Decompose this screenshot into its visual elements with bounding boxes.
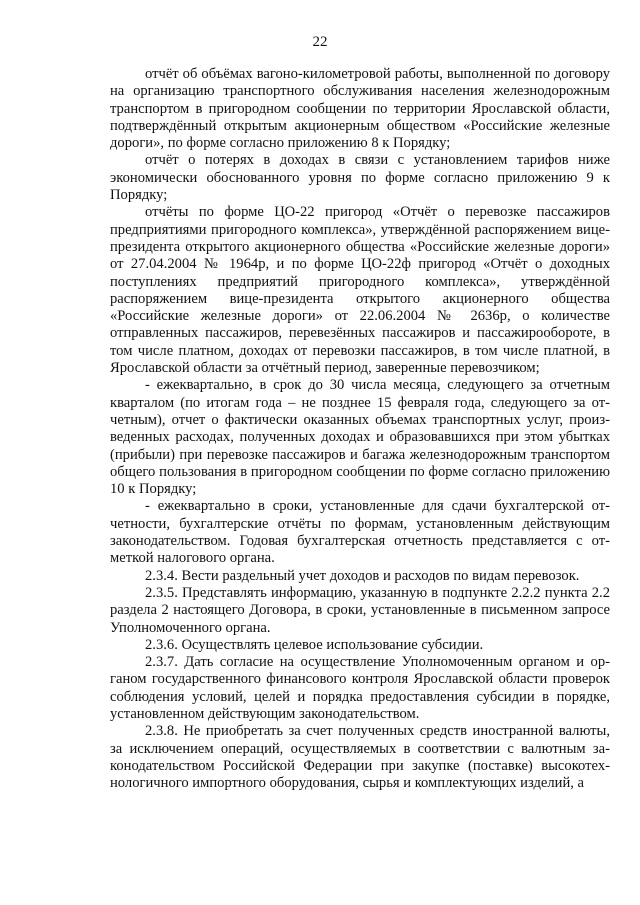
page-number: 22 [312,34,328,50]
paragraph-report-revenue-losses: отчёт о потерях в доходах в связи с установлением тарифов ниже экономически обоснованного уровня по форме согласно приложению 9 к Порядку; [110,152,610,204]
paragraph-2-3-7: 2.3.7. Дать согласие на осуществление Уполномоченным органом и органом государственного финансового контроля Ярославской области проверок соблюдения условий, целей и порядка предоставления субсидии в порядке, установленном действующим законодательством. [110,654,610,722]
paragraph-reports-co22: отчёты по форме ЦО-22 пригород «Отчёт о перевозке пассажиров предприятиями пригородного комплекса», утверждённой распоряжением вице-президента открытого акционерного общества «Российские железные дороги» от 27.04.2004 № 1964р, и по форме ЦО-22ф пригород «Отчёт о доходных поступлениях предприятий пригородного комплекса», утверждённой распоряжением вице-президента открытого акционерного общества «Российские железные дороги» от 22.06.2004 № 2636р, о количестве отправленных пассажиров, перевезённых пассажиров и пассажирообороте, в том числе платном, доходах от перевозки пассажиров, в том числе платной, в Ярославской области за отчётный период, заверенные перевозчиком; [110,204,610,377]
paragraph-quarterly-accounting: - ежеквартально в сроки, установленные для сдачи бухгалтерской отчетности, бухгалтерские отчёты по формам, установленным действующим законодательством. Годовая бухгалтерская отчетность представляется с отметкой налогового органа. [110,498,610,567]
paragraph-quarterly-report: - ежеквартально, в срок до 30 числа месяца, следующего за отчетным кварталом (по итогам года – не позднее 15 февраля года, следующего за отчетным), отчет о фактически оказанных объемах транспортных услуг, произведенных расходах, полученных доходах и образовавшихся при этом убытках (прибыли) при перевозке пассажиров и багажа железнодорожным транспортом общего пользования в пригородном сообщении по форме согласно приложению 10 к Порядку; [110,377,610,498]
paragraph-2-3-6: 2.3.6. Осуществлять целевое использование субсидии. [145,636,484,653]
paragraph-report-wagon-km: отчёт об объёмах вагоно-километровой работы, выполненной по договору на организацию транспортного обслуживания населения железнодорожным транспортом в пригородном сообщении по территории Ярославской области, подтверждённый открытым акционерным обществом «Российские железные дороги», по форме согласно приложению 8 к Порядку; [110,66,610,152]
document-body [110,66,610,792]
paragraph-2-3-8: 2.3.8. Не приобретать за счет полученных средств иностранной валюты, за исключением операций, осуществляемых в соответствии с валютным законодательством Российской Федерации при закупке (поставке) высокотехнологичного импортного оборудования, сырья и комплектующих изделий, а [110,723,610,792]
paragraph-2-3-4: 2.3.4. Вести раздельный учет доходов и расходов по видам перевозок. [145,567,580,584]
paragraph-2-3-5: 2.3.5. Представлять информацию, указанную в подпункте 2.2.2 пункта 2.2 раздела 2 настоящего Договора, в сроки, установленные в письменном запросе Уполномоченного органа. [110,584,610,636]
